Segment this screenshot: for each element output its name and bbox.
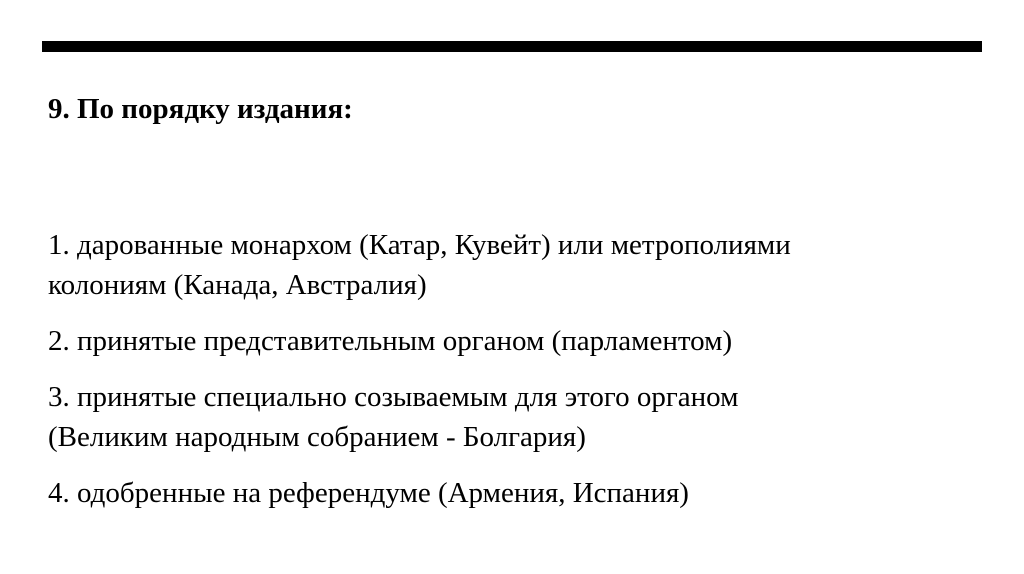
list-item-4-line-1: 4. одобренные на референдуме (Армения, Испания)	[48, 477, 689, 509]
list-item-3	[48, 377, 988, 457]
list-item-1-line-1: 1. дарованные монархом (Катар, Кувейт) или метрополиями	[48, 229, 791, 261]
top-divider-bar	[42, 41, 982, 52]
list-item-2-line-1: 2. принятые представительным органом (парламентом)	[48, 325, 733, 357]
list-item-1	[48, 225, 988, 305]
list-item-4	[48, 473, 988, 513]
classification-list	[48, 225, 988, 529]
slide-heading: 9. По порядку издания:	[48, 93, 353, 125]
list-item-2	[48, 321, 988, 361]
list-item-1-line-2: колониям (Канада, Австралия)	[48, 269, 427, 301]
list-item-3-line-1: 3. принятые специально созываемым для этого органом	[48, 381, 739, 413]
list-item-3-line-2: (Великим народным собранием - Болгария)	[48, 421, 586, 453]
